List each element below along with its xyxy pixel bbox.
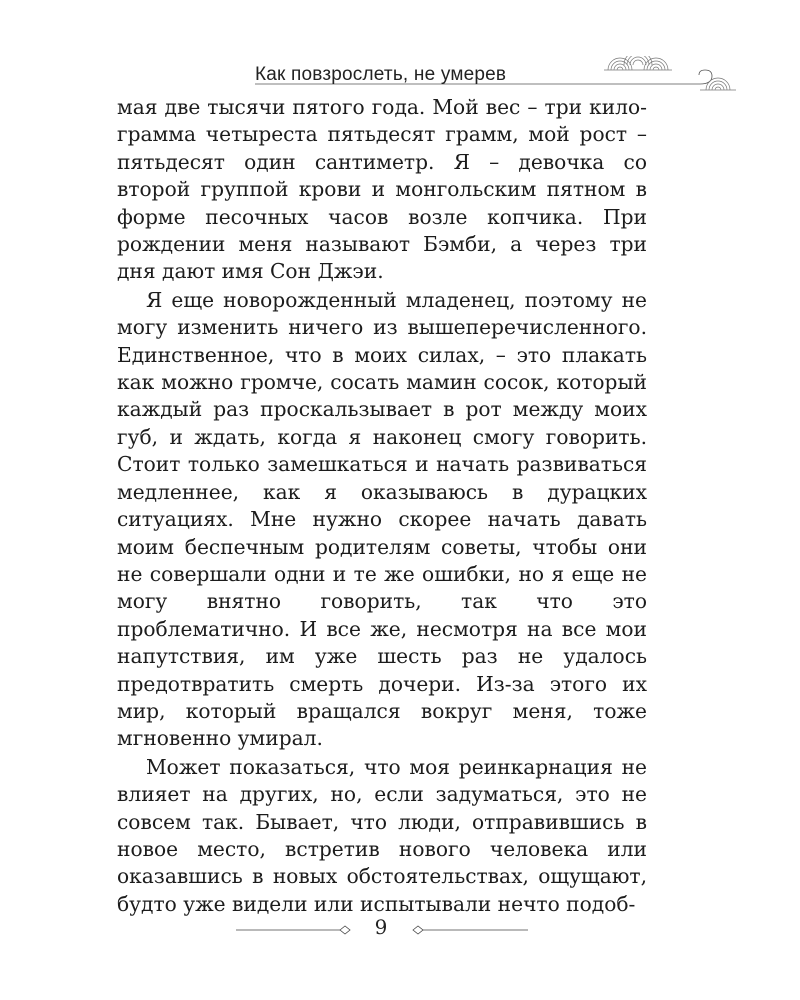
footer-diamond-right-icon [413, 926, 423, 934]
page-footer [0, 908, 800, 948]
footer-diamond-left-icon [340, 926, 350, 934]
page-number: 9 [374, 915, 388, 939]
running-title: Как повзрослеть, не умерев [255, 64, 507, 85]
page-body-text [117, 94, 647, 918]
paragraph-3: Может показаться, что моя реинкарнация не влияет на других, но, если задуматься, это не совсем так. Бывает, что люди, отправившись в новое место, встретив нового человека или оказавшись в новых обстоятельствах, ощущают, будто уже видели или испытывали нечто подоб- [117, 754, 647, 916]
paragraph-1: мая две тысячи пятого года. Мой вес – три килограмма четыреста пятьдесят грамм, мой рост – пятьдесят один сантиметр. Я – девочка со второй группой крови и монгольским пятном в форме песочных часов возле копчика. При рождении меня называют Бэмби, а через три дня дают имя Сон Джэи. [117, 95, 647, 284]
footer-ornament [0, 908, 800, 948]
paragraph-2: Я еще новорожденный младенец, поэтому не могу изменить ничего из вышеперечисленного. Единственное, что в моих силах, – это плакать как можно громче, сосать мамин сосок, который каждый раз проскальзывает в рот между моих губ, и ждать, когда я наконец смогу говорить. Стоит только замешкаться и начать развиваться медленнее, как я оказываюсь в дурацких ситуациях. Мне нужно скорее начать давать моим беспечным родителям советы, чтобы они не совершали одни и те же ошибки, но я еще не могу внятно говорить, так что это проблематично. И все же, несмотря на все мои напутствия, им уже шесть раз не удалось предотвратить смерть дочери. Из-за этого их мир, который вращался вокруг меня, тоже мгновенно умирал. [117, 287, 647, 751]
